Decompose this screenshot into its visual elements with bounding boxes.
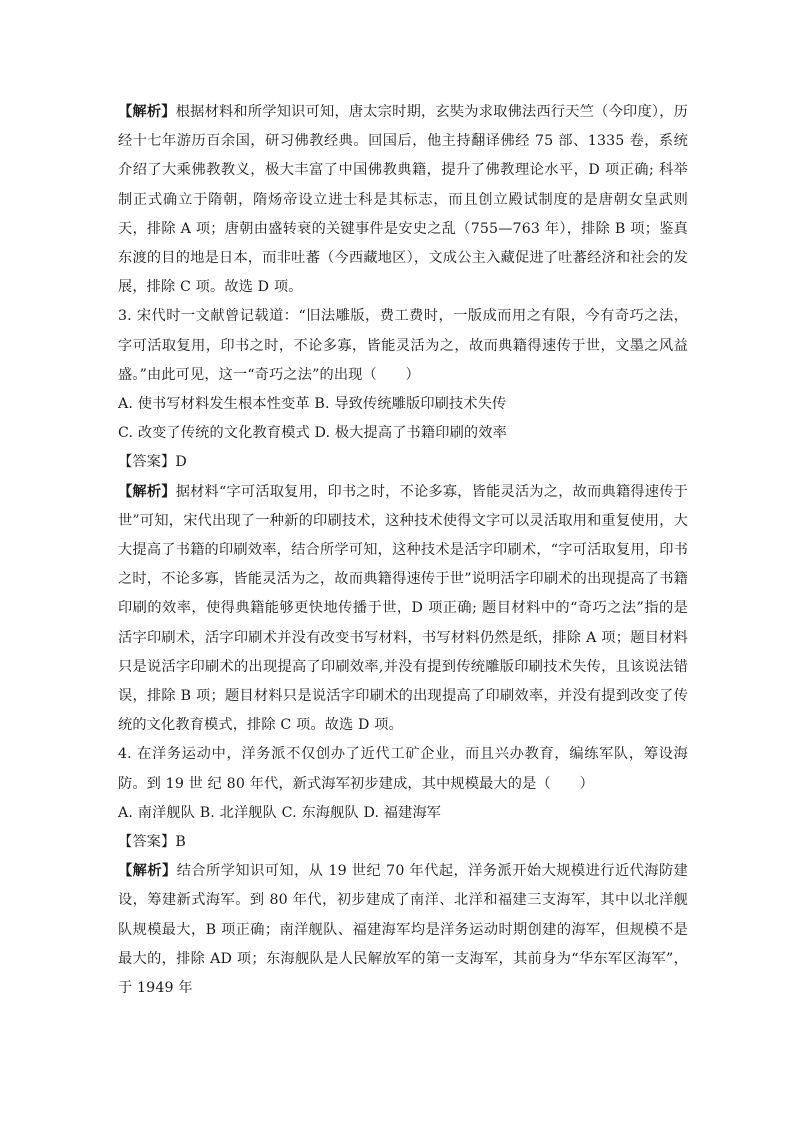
explanation-tag: 【解析】 [118,863,177,880]
explanation-text: 根据材料和所学知识可知，唐太宗时期，玄奘为求取佛法西行天竺（今印度），历经十七年游历百余国，研习佛教经典。回国后，他主持翻译佛经 75 部、1335 卷，系统介绍了大乘佛教教义，极大丰富了中国佛教典籍，提升了佛教理论水平，D 项正确; 科举制正式确立于隋朝，隋炀帝设立进士科是其标志，而且创立殿试制度的是唐朝女皇武则天，排除 A 项；唐朝由盛转衰的关键事件是安史之乱（755—763 年），排除 B 项；鉴真东渡的目的地是日本，而非吐蕃（今西藏地区），文成公主入藏促进了吐蕃经济和社会的发展，排除 C 项。故选 D 项。 [118,104,688,296]
answer-value: D [175,454,187,471]
q3-options-row-1: A. 使书写材料发生根本性变革 B. 导致传统雕版印刷技术失传 [118,396,507,413]
q4-stem: 4. 在洋务运动中，洋务派不仅创办了近代工矿企业，而且兴办教育，编练军队，筹设海防。到 19 世 纪 80 年代，新式海军初步建成，其中规模最大的是（ ） [118,746,688,792]
q3-stem: 3. 宋代时一文献曾记载道：“旧法雕版，费工费时，一版成而用之有限，今有奇巧之法，字可活取复用，印书之时，不论多寡，皆能灵活为之，故而典籍得速传于世，文墨之风益盛。”由此可见，这一“奇巧之法”的出现（ ） [118,308,688,383]
q2-explanation [118,98,688,302]
q4-explanation [118,857,688,1003]
answer-tag: 【答案】 [118,454,176,471]
document-body [118,98,688,1003]
answer-tag: 【答案】 [118,834,176,851]
q4-answer [118,828,688,857]
explanation-text: 结合所学知识可知，从 19 世纪 70 年代起，洋务派开始大规模进行近代海防建设，筹建新式海军。到 80 年代，初步建成了南洋、北洋和福建三支海军，其中以北洋舰队规模最大，B 项正确；南洋舰队、福建海军均是洋务运动时期创建的海军，但规模不是最大的，排除 AD 项；东海舰队是人民解放军的第一支海军，其前身为“华东军区海军”，于 1949 年 [118,863,688,997]
answer-value: B [175,834,186,851]
explanation-text: 据材料“字可活取复用，印书之时，不论多寡，皆能灵活为之，故而典籍得速传于世”可知，宋代出现了一种新的印刷技术，这种技术使得文字可以灵活取用和重复使用，大大提高了书籍的印刷效率，结合所学可知，这种技术是活字印刷术，“字可活取复用，印书之时，不论多寡，皆能灵活为之，故而典籍得速传于世”说明活字印刷术的出现提高了书籍印刷的效率，使得典籍能够更快地传播于世，D 项正确; 题目材料中的“奇巧之法”指的是活字印刷术，活字印刷术并没有改变书写材料，书写材料仍然是纸，排除 A 项；题目材料只是说活字印刷术的出现提高了印刷效率,并没有提到传统雕版印刷技术失传，且该说法错误，排除 B 项；题目材料只是说活字印刷术的出现提高了印刷效率，并没有提到改变了传统的文化教育模式，排除 C 项。故选 D 项。 [118,483,688,734]
q3-answer [118,448,688,477]
explanation-tag: 【解析】 [118,483,176,500]
q3-explanation [118,478,688,741]
q4-options-row-1: A. 南洋舰队 B. 北洋舰队 C. 东海舰队 D. 福建海军 [118,804,442,821]
explanation-tag: 【解析】 [118,104,176,120]
q3-options-row-2: C. 改变了传统的文化教育模式 D. 极大提高了书籍印刷的效率 [118,425,507,442]
